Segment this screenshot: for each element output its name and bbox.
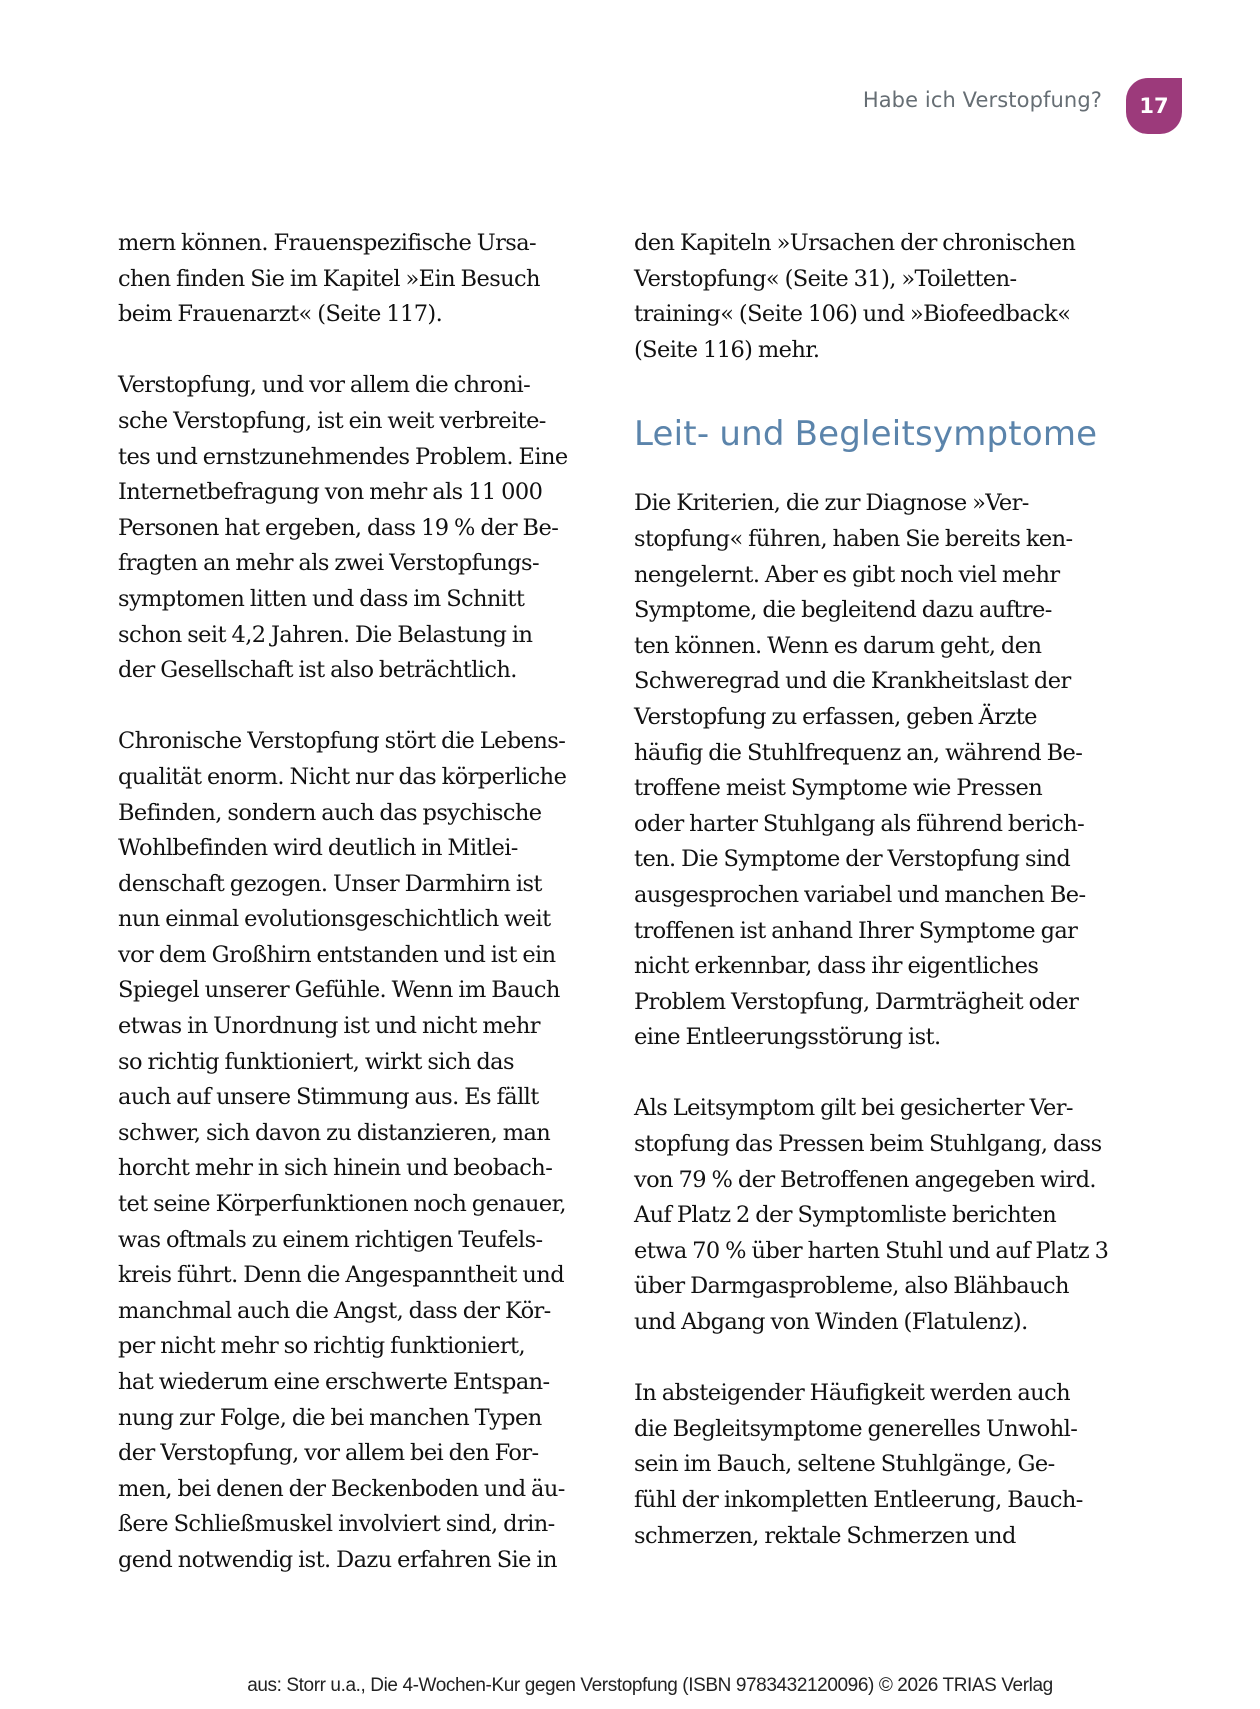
text-line: nengelernt. Aber es gibt noch viel mehr — [634, 561, 1060, 588]
text-line: Verstopfung« (Seite 31), »Toiletten- — [634, 265, 1017, 292]
text-line: qualität enorm. Nicht nur das körperliche — [118, 763, 567, 790]
right-column — [634, 226, 1124, 1554]
paragraph — [634, 1376, 1124, 1554]
copyright-footer — [0, 1675, 1260, 1697]
text-line: stopfung« führen, haben Sie bereits ken- — [634, 525, 1073, 552]
text-line: mern können. Frauenspezifische Ursa- — [118, 230, 537, 256]
text-line: häufig die Stuhlfrequenz an, während Be- — [634, 739, 1083, 766]
text-line: hat wiederum eine erschwerte Entspan- — [118, 1369, 550, 1395]
text-line: fragten an mehr als zwei Verstopfungs- — [118, 550, 539, 577]
paragraph — [118, 368, 598, 688]
text-line: schwer, sich davon zu distanzieren, man — [118, 1119, 551, 1146]
paragraph — [634, 486, 1124, 1056]
text-line: auch auf unsere Stimmung aus. Es fällt — [118, 1084, 539, 1111]
text-line: men, bei denen der Beckenboden und äu- — [118, 1475, 565, 1502]
paragraph — [118, 226, 598, 333]
text-line: von 79 % der Betroffenen angegeben wird. — [634, 1166, 1096, 1193]
text-line: troffene meist Symptome wie Pressen — [634, 775, 1043, 802]
text-line: Befinden, sondern auch das psychische — [118, 799, 542, 826]
text-line: nung zur Folge, die bei manchen Typen — [118, 1404, 542, 1431]
text-line: den Kapiteln »Ursachen der chronischen — [634, 230, 1076, 256]
text-line: Auf Platz 2 der Symptomliste berichten — [634, 1202, 1057, 1229]
text-line: eine Entleerungsstörung ist. — [634, 1024, 941, 1051]
text-line: stopfung das Pressen beim Stuhlgang, dass — [634, 1131, 1102, 1158]
text-line: ten. Die Symptome der Verstopfung sind — [634, 846, 1071, 873]
running-head-title: Habe ich Verstopfung? — [862, 88, 1102, 112]
text-line: oder harter Stuhlgang als führend berich- — [634, 810, 1085, 837]
text-line: Chronische Verstopfung stört die Lebens- — [118, 728, 566, 755]
text-line: Spiegel unserer Gefühle. Wenn im Bauch — [118, 977, 560, 1004]
text-line: ßere Schließmuskel involviert sind, drin- — [118, 1511, 555, 1538]
text-line: training« (Seite 106) und »Biofeedback« — [634, 301, 1071, 328]
text-line: etwa 70 % über harten Stuhl und auf Platz 3 — [634, 1237, 1109, 1264]
text-line: so richtig funktioniert, wirkt sich das — [118, 1048, 514, 1075]
text-line: Symptome, die begleitend dazu auftre- — [634, 597, 1052, 624]
text-line: Verstopfung, und vor allem die chroni- — [118, 372, 531, 399]
paragraph — [634, 226, 1124, 368]
text-line: die Begleitsymptome generelles Unwohl- — [634, 1415, 1078, 1442]
text-line: In absteigender Häufigkeit werden auch — [634, 1380, 1070, 1407]
text-line: horcht mehr in sich hinein und beobach- — [118, 1155, 553, 1182]
paragraph — [634, 1091, 1124, 1340]
text-line: gend notwendig ist. Dazu erfahren Sie in — [118, 1546, 557, 1573]
text-line: (Seite 116) mehr. — [634, 336, 820, 363]
text-line: und Abgang von Winden (Flatulenz). — [634, 1309, 1028, 1336]
text-line: sche Verstopfung, ist ein weit verbreite- — [118, 407, 546, 434]
text-line: Problem Verstopfung, Darmträgheit oder — [634, 988, 1079, 1015]
text-line: beim Frauenarzt« (Seite 117). — [118, 301, 443, 328]
text-line: sein im Bauch, seltene Stuhlgänge, Ge- — [634, 1451, 1055, 1478]
text-line: tet seine Körperfunktionen noch genauer, — [118, 1191, 566, 1218]
text-line: tes und ernstzunehmendes Problem. Eine — [118, 443, 568, 470]
text-line: Verstopfung zu erfassen, geben Ärzte — [634, 703, 1037, 730]
text-line: Wohlbefinden wird deutlich in Mitlei- — [118, 835, 518, 862]
text-line: Personen hat ergeben, dass 19 % der Be- — [118, 514, 559, 541]
text-line: ten können. Wenn es darum geht, den — [634, 632, 1042, 659]
text-line: der Verstopfung, vor allem bei den For- — [118, 1440, 539, 1467]
text-line: über Darmgasprobleme, also Blähbauch — [634, 1273, 1069, 1300]
page-number: 17 — [1139, 94, 1169, 118]
text-line: der Gesellschaft ist also beträchtlich. — [118, 657, 517, 684]
text-line: Als Leitsymptom gilt bei gesicherter Ver- — [634, 1095, 1073, 1122]
text-line: schmerzen, rektale Schmerzen und — [634, 1522, 1016, 1549]
text-line: Die Kriterien, die zur Diagnose »Ver- — [634, 490, 1029, 517]
text-line: nun einmal evolutionsgeschichtlich weit — [118, 906, 551, 933]
text-line: Internetbefragung von mehr als 11 000 — [118, 479, 543, 506]
citation-text: aus: Storr u.a., Die 4-Wochen-Kur gegen Verstopfung (ISBN 9783432120096) © 2026 TRIAS Verlag — [247, 1675, 1053, 1696]
text-line: vor dem Großhirn entstanden und ist ein — [118, 941, 556, 968]
text-line: was oftmals zu einem richtigen Teufels- — [118, 1226, 543, 1253]
text-line: schon seit 4,2 Jahren. Die Belastung in — [118, 621, 533, 648]
text-line: etwas in Unordnung ist und nicht mehr — [118, 1013, 540, 1040]
text-line: troffenen ist anhand Ihrer Symptome gar — [634, 917, 1078, 944]
page-number-badge — [1126, 78, 1182, 134]
text-line: symptomen litten und dass im Schnitt — [118, 585, 525, 612]
text-line: ausgesprochen variabel und manchen Be- — [634, 881, 1086, 908]
section-heading: Leit- und Begleitsymptome — [634, 414, 1098, 455]
text-line: fühl der inkompletten Entleerung, Bauch- — [634, 1487, 1083, 1513]
text-line: nicht erkennbar, dass ihr eigentliches — [634, 953, 1039, 980]
paragraph — [118, 724, 598, 1578]
text-line: Schweregrad und die Krankheitslast der — [634, 668, 1071, 695]
text-line: denschaft gezogen. Unser Darmhirn ist — [118, 870, 542, 897]
text-line: per nicht mehr so richtig funktioniert, — [118, 1333, 526, 1360]
text-line: chen finden Sie im Kapitel »Ein Besuch — [118, 265, 540, 292]
text-line: kreis führt. Denn die Angespanntheit und — [118, 1262, 564, 1289]
left-column — [118, 226, 598, 1579]
text-line: manchmal auch die Angst, dass der Kör- — [118, 1297, 551, 1324]
